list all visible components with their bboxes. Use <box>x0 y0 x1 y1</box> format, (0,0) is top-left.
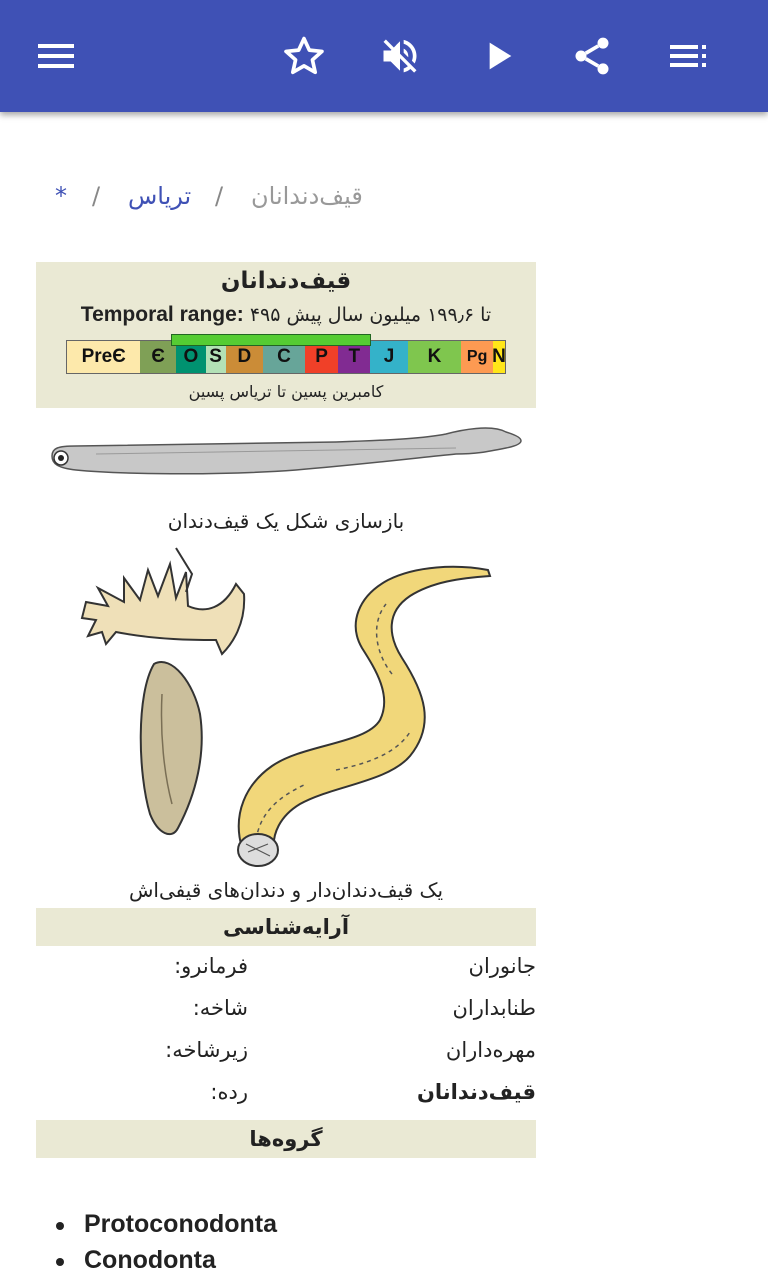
mute-button[interactable] <box>372 28 428 84</box>
period-6[interactable]: P <box>305 341 339 373</box>
playlist-icon <box>668 36 708 76</box>
taxonomy-row <box>36 990 536 1032</box>
image-caption: بازسازی شکل یک قیف‌دندان <box>167 509 405 533</box>
conodont-reconstruction-image <box>36 408 536 496</box>
breadcrumb-separator: / <box>92 182 101 210</box>
share-icon <box>570 34 614 78</box>
period-9[interactable]: K <box>408 341 462 373</box>
taxonomy-value[interactable]: طنابداران <box>452 996 536 1020</box>
bookmark-button[interactable] <box>276 28 332 84</box>
taxonomy-value: قیف‌دندانان <box>416 1080 536 1104</box>
temporal-range <box>36 303 536 327</box>
breadcrumb-separator: / <box>215 182 224 210</box>
period-4[interactable]: D <box>226 341 264 373</box>
app-bar <box>0 0 768 112</box>
taxobox <box>36 262 536 1158</box>
taxonomy-rank: :زیرشاخه <box>165 1038 248 1062</box>
taxonomy-rank: :فرمانرو <box>174 954 248 978</box>
play-icon <box>478 36 518 76</box>
period-10[interactable]: Pg <box>461 341 493 373</box>
period-1[interactable]: Є <box>140 341 176 373</box>
taxonomy-row <box>36 1074 536 1116</box>
volume-off-icon <box>378 34 422 78</box>
group-item: Protoconodonta <box>36 1206 768 1242</box>
menu-button[interactable] <box>28 28 84 84</box>
contents-button[interactable] <box>660 28 716 84</box>
taxobox-header <box>36 262 536 408</box>
star-outline-icon <box>282 34 326 78</box>
range-bar <box>171 334 371 346</box>
period-3[interactable]: S <box>206 341 226 373</box>
period-5[interactable]: C <box>263 341 305 373</box>
taxonomy-rank: :شاخه <box>192 996 248 1020</box>
temporal-range-periods: کامبرین پسین تا ترياس پسین <box>188 382 384 401</box>
reconstruction-image[interactable] <box>36 408 536 496</box>
taxonomy-row <box>36 1032 536 1074</box>
breadcrumb-current: قیف‌دندانان <box>251 182 363 210</box>
image-caption: یک قیف‌دندان‌دار و دندان‌های قیفی‌اش <box>128 878 444 902</box>
taxonomy-rank: :رده <box>210 1080 248 1104</box>
taxobox-title: قیف‌دندانان <box>220 268 352 294</box>
conodont-elements-illustration <box>36 544 536 874</box>
period-8[interactable]: J <box>370 341 408 373</box>
temporal-range-label: Temporal range: <box>80 303 244 326</box>
menu-icon <box>36 36 76 76</box>
taxonomy-table <box>36 948 536 1116</box>
breadcrumb-home-link[interactable]: * <box>55 182 67 210</box>
period-11[interactable]: N <box>493 341 505 373</box>
play-button[interactable] <box>470 28 526 84</box>
conodont-elements-image[interactable] <box>36 544 536 874</box>
taxonomy-row <box>36 948 536 990</box>
group-item: Conodonta <box>36 1242 768 1278</box>
breadcrumb-parent-link[interactable]: ترياس <box>128 182 192 210</box>
share-button[interactable] <box>564 28 620 84</box>
period-7[interactable]: T <box>338 341 370 373</box>
taxonomy-value[interactable]: جانوران <box>468 954 536 978</box>
breadcrumb <box>0 180 768 220</box>
taxonomy-value[interactable]: مهره‌داران <box>445 1038 536 1062</box>
temporal-range-value: تا ۱۹۹٫۶ میلیون سال پیش ۴۹۵ <box>249 304 492 326</box>
groups-list <box>36 1206 768 1278</box>
period-0[interactable]: PreЄ <box>67 341 140 373</box>
groups-header: گروه‌ها <box>36 1120 536 1158</box>
period-2[interactable]: O <box>176 341 206 373</box>
taxonomy-header: آرایه‌شناسی <box>36 908 536 946</box>
geologic-timeline <box>66 340 506 374</box>
